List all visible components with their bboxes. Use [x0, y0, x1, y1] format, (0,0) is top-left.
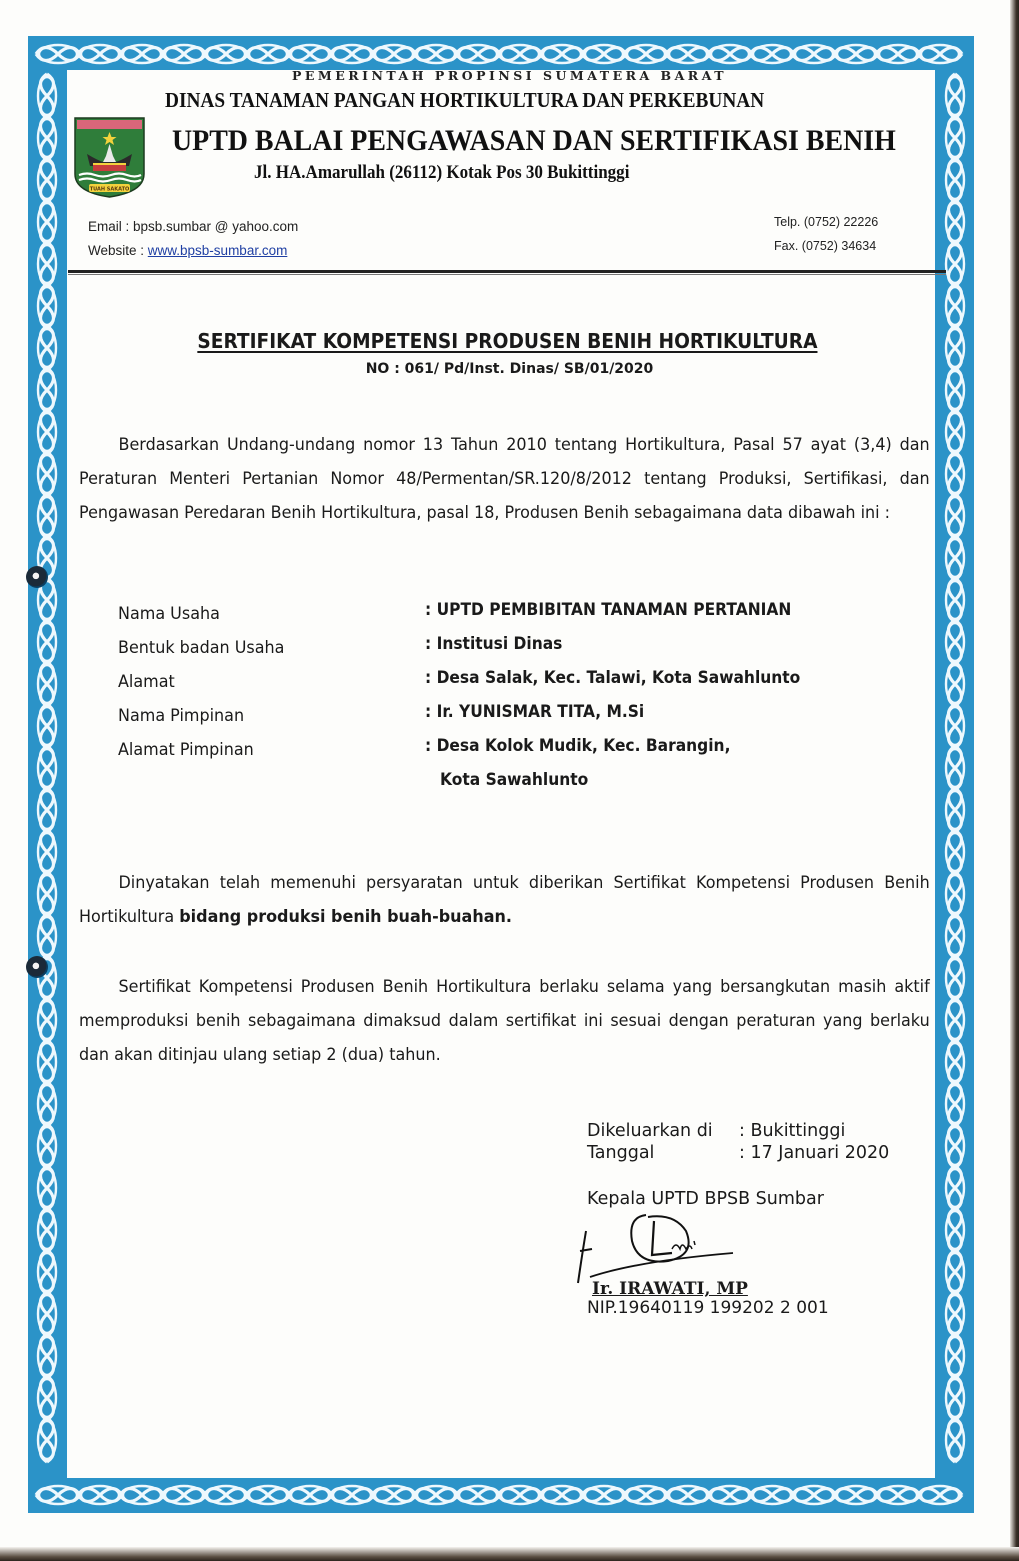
knot-motif	[946, 1082, 964, 1126]
intro-paragraph: Berdasarkan Undang-undang nomor 13 Tahun 2010 tentang Hortikultura, Pasal 57 ayat (3,4) dan Peraturan Menteri Pertanian Nomor 48/Permentan/SR.120/8/2012 tentang Produksi, Sertifikasi, dan Pengawasan Peredaran Benih Hortikultura, pasal 18, Produsen Benih sebagaimana data dibawah ini :	[79, 435, 930, 523]
email-label: Email :	[88, 219, 134, 234]
knot-motif	[946, 662, 964, 706]
knot-motif	[792, 1486, 836, 1504]
knot-motif	[372, 1486, 416, 1504]
knot-motif	[834, 1486, 878, 1504]
knot-motif	[792, 45, 836, 63]
phone-number: Telp. (0752) 22226	[774, 215, 879, 229]
knot-motif	[38, 158, 56, 202]
knot-motif	[78, 1486, 122, 1504]
certificate-title: SERTIFIKAT KOMPETENSI PRODUSEN BENIH HORTIKULTURA	[197, 329, 818, 353]
knot-motif	[38, 914, 56, 958]
field-value: : UPTD PEMBIBITAN TANAMAN PERTANIAN	[425, 600, 792, 620]
knot-motif	[946, 1124, 964, 1168]
knot-motif	[330, 1486, 374, 1504]
website-label: Website :	[88, 243, 148, 258]
knot-motif	[38, 116, 56, 160]
knot-motif	[330, 45, 374, 63]
knot-motif	[38, 1124, 56, 1168]
knot-motif	[498, 1486, 542, 1504]
knot-motif	[946, 1208, 964, 1252]
signatory-nip: NIP.19640119 199202 2 001	[587, 1298, 829, 1318]
website-link[interactable]: www.bpsb-sumbar.com	[147, 243, 288, 258]
knot-motif	[38, 1082, 56, 1126]
knot-motif	[38, 1250, 56, 1294]
knot-motif	[876, 1486, 920, 1504]
knot-motif	[750, 1486, 794, 1504]
knot-motif	[946, 158, 964, 202]
knot-motif	[38, 788, 56, 832]
knot-motif	[946, 872, 964, 916]
agency-address: Jl. HA.Amarullah (26112) Kotak Pos 30 Bukittinggi	[254, 163, 630, 183]
field-value: : Institusi Dinas	[425, 634, 563, 654]
knot-motif	[414, 1486, 458, 1504]
knot-motif	[38, 1418, 56, 1462]
government-heading: PEMERINTAH PROPINSI SUMATERA BARAT	[291, 68, 728, 83]
knot-motif	[38, 662, 56, 706]
knot-motif	[120, 45, 164, 63]
certificate-number: NO : 061/ Pd/Inst. Dinas/ SB/01/2020	[365, 361, 654, 377]
knot-motif	[946, 1292, 964, 1336]
knot-motif	[38, 200, 56, 244]
knot-motif	[946, 1250, 964, 1294]
knot-motif	[946, 1418, 964, 1462]
knot-motif	[946, 1166, 964, 1210]
svg-text:TUAH SAKATO: TUAH SAKATO	[89, 186, 130, 193]
knot-motif	[38, 242, 56, 286]
knot-motif	[946, 1040, 964, 1084]
department-heading: DINAS TANAMAN PANGAN HORTIKULTURA DAN PERKEBUNAN	[165, 88, 765, 112]
knot-motif	[288, 1486, 332, 1504]
fax-number: Fax. (0752) 34634	[774, 239, 877, 253]
knot-motif	[246, 1486, 290, 1504]
knot-motif	[834, 45, 878, 63]
knot-motif	[540, 1486, 584, 1504]
knot-motif	[946, 998, 964, 1042]
knot-motif	[36, 45, 80, 63]
knot-motif	[946, 746, 964, 790]
knot-motif	[946, 242, 964, 286]
letterhead-divider-thin	[68, 274, 946, 275]
validity-paragraph: Sertifikat Kompetensi Produsen Benih Hortikultura berlaku selama yang bersangkutan masih aktif memproduksi benih sebagaimana dimaksud dalam sertifikat ini sesuai dengan peraturan yang berlaku dan akan ditinjau ulang setiap 2 (dua) tahun.	[79, 977, 930, 1065]
field-value: : Desa Kolok Mudik, Kec. Barangin,	[425, 736, 731, 756]
production-field: bidang produksi benih buah-buahan.	[179, 907, 512, 927]
knot-motif	[582, 45, 626, 63]
knot-motif	[498, 45, 542, 63]
knot-motif	[38, 620, 56, 664]
knot-motif	[38, 1334, 56, 1378]
issue-date-value: : 17 Januari 2020	[739, 1143, 890, 1163]
knot-motif	[78, 45, 122, 63]
knot-motif	[946, 494, 964, 538]
knot-motif	[946, 410, 964, 454]
knot-motif	[38, 1208, 56, 1252]
knot-motif	[38, 452, 56, 496]
knot-motif	[624, 45, 668, 63]
page-bottom-shadow	[0, 1547, 1019, 1561]
knot-motif	[36, 1486, 80, 1504]
knot-motif	[38, 704, 56, 748]
field-label: Bentuk badan Usaha	[118, 638, 285, 658]
knot-motif	[918, 1486, 962, 1504]
issuance-block	[587, 1120, 889, 1210]
issue-place-value: : Bukittinggi	[739, 1121, 846, 1141]
field-value: : Ir. YUNISMAR TITA, M.Si	[425, 702, 645, 722]
knot-motif	[582, 1486, 626, 1504]
agency-heading: UPTD BALAI PENGAWASAN DAN SERTIFIKASI BENIH	[172, 124, 896, 157]
knot-motif	[38, 410, 56, 454]
knot-motif	[946, 788, 964, 832]
knot-motif	[708, 1486, 752, 1504]
knot-motif	[666, 1486, 710, 1504]
field-label: Alamat	[118, 672, 175, 692]
knot-motif	[38, 284, 56, 328]
knot-motif	[38, 494, 56, 538]
contact-online	[88, 215, 298, 263]
knot-motif	[946, 284, 964, 328]
knot-motif	[38, 1166, 56, 1210]
issue-date-label: Tanggal	[587, 1143, 655, 1163]
knot-motif	[750, 45, 794, 63]
knot-motif	[38, 872, 56, 916]
knot-motif	[162, 45, 206, 63]
knot-motif	[946, 1376, 964, 1420]
knot-motif	[288, 45, 332, 63]
knot-motif	[38, 746, 56, 790]
knot-motif	[946, 200, 964, 244]
field-label: Alamat Pimpinan	[118, 740, 254, 760]
knot-motif	[946, 536, 964, 580]
knot-motif	[946, 620, 964, 664]
knot-motif	[946, 1334, 964, 1378]
statement-paragraph: Dinyatakan telah memenuhi persyaratan untuk diberikan Sertifikat Kompetensi Produsen Benih Hortikultura bidang produksi benih buah-buahan.	[79, 873, 930, 927]
knot-motif	[204, 1486, 248, 1504]
knot-motif	[204, 45, 248, 63]
knot-motif	[38, 1292, 56, 1336]
field-value: : Desa Salak, Kec. Talawi, Kota Sawahlunto	[425, 668, 801, 688]
knot-motif	[38, 1040, 56, 1084]
knot-motif	[38, 1376, 56, 1420]
knot-motif	[946, 956, 964, 1000]
knot-motif	[946, 578, 964, 622]
knot-motif	[946, 116, 964, 160]
field-value-continued: Kota Sawahlunto	[440, 770, 589, 790]
knot-motif	[946, 914, 964, 958]
knot-motif	[624, 1486, 668, 1504]
knot-motif	[38, 998, 56, 1042]
knot-motif	[946, 830, 964, 874]
knot-motif	[456, 45, 500, 63]
knot-motif	[246, 45, 290, 63]
knot-motif	[876, 45, 920, 63]
punch-hole-icon	[26, 956, 48, 978]
knot-motif	[918, 45, 962, 63]
knot-motif	[540, 45, 584, 63]
signatory-name: Ir. IRAWATI, MP	[592, 1279, 748, 1299]
knot-motif	[120, 1486, 164, 1504]
knot-motif	[414, 45, 458, 63]
knot-motif	[946, 704, 964, 748]
knot-motif	[946, 452, 964, 496]
knot-motif	[38, 830, 56, 874]
field-label: Nama Usaha	[118, 604, 220, 624]
knot-motif	[162, 1486, 206, 1504]
punch-hole-icon	[26, 566, 48, 588]
coat-of-arms-logo-icon	[73, 116, 146, 198]
contact-phone	[774, 210, 878, 258]
email-value: bpsb.sumbar @ yahoo.com	[133, 219, 299, 234]
issue-place-label: Dikeluarkan di	[587, 1121, 713, 1141]
knot-motif	[708, 45, 752, 63]
knot-motif	[372, 45, 416, 63]
page-edge-shadow	[1010, 0, 1019, 1561]
signatory-position: Kepala UPTD BPSB Sumbar	[587, 1189, 824, 1209]
knot-motif	[666, 45, 710, 63]
field-label: Nama Pimpinan	[118, 706, 245, 726]
letterhead-divider	[68, 270, 946, 273]
knot-motif	[456, 1486, 500, 1504]
